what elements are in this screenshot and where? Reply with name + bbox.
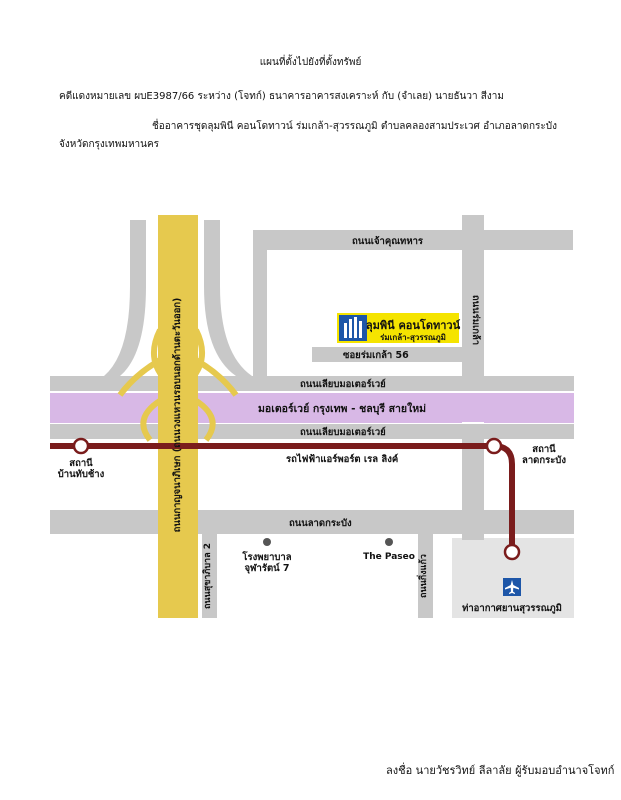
label-ladkrabang: ถนนลาดกระบัง	[289, 518, 352, 529]
airplane-icon	[503, 578, 521, 596]
station-lat-krabang-marker	[487, 439, 501, 453]
signature-line: ลงชื่อ นายวัชรวิทย์ ลีลาลัย ผู้รับมอบอำนาจโจทก์	[386, 764, 615, 777]
property-location-line: ชื่ออาคารชุดลุมพินี คอนโดทาวน์ ร่มเกล้า-สุวรรณภูมิ ตำบลคลองสามประเวศ อำเภอลาดกระบัง	[152, 121, 557, 132]
station-airport-marker	[505, 545, 519, 559]
document-title: แผนที่ตั้งไปยังที่ตั้งทรัพย์	[259, 57, 362, 68]
ramp-east-grey	[204, 220, 252, 376]
label-frontage-bottom: ถนนเลียบมอเตอร์เวย์	[300, 427, 386, 438]
label-outer-ring: ถนนกาญจนาภิเษก (ถนนวงแหวนรอบนอกด้านตะวันออก)	[172, 297, 183, 533]
rail-link-line	[50, 446, 512, 552]
case-number-line: คดีแดงหมายเลข ผบE3987/66 ระหว่าง (โจทก์) ธนาคารอาคารสงเคราะห์ กับ (จำเลย) นายธันวา สีงาม	[59, 91, 504, 102]
province-line: จังหวัดกรุงเทพมหานคร	[59, 139, 160, 150]
logo-line2: ร่มเกล้า-สุวรรณภูมิ	[380, 333, 446, 342]
lumpini-logo	[337, 313, 461, 343]
label-kingkaew: ถนนกิ่งแก้ว	[419, 554, 429, 598]
logo-line1: ลุมพินี คอนโดทาวน์	[365, 319, 461, 332]
ramp-west-grey	[104, 220, 146, 376]
station-ban-thap-chang-line1: สถานี	[69, 458, 93, 469]
label-airport-rail-link: รถไฟฟ้าแอร์พอร์ต เรล ลิงค์	[286, 454, 399, 465]
road-left-connector	[253, 230, 267, 376]
label-frontage-top: ถนนเลียบมอเตอร์เวย์	[300, 379, 386, 390]
label-romklao: ถนนร่มเกล้า	[470, 294, 481, 346]
bridge-mark-bottom	[462, 422, 484, 424]
airport-label: ท่าอากาศยานสุวรรณภูมิ	[462, 603, 562, 614]
paseo-marker	[385, 538, 393, 546]
label-motorway: มอเตอร์เวย์ กรุงเทพ - ชลบุรี สายใหม่	[258, 403, 427, 415]
station-lat-krabang-line1: สถานี	[532, 444, 556, 455]
station-ban-thap-chang-marker	[74, 439, 88, 453]
label-chaokhunthahan: ถนนเจ้าคุณทหาร	[352, 236, 424, 247]
hospital-label-line2: จุฬารัตน์ 7	[244, 563, 290, 574]
hospital-marker	[263, 538, 271, 546]
bridge-mark-top	[462, 391, 484, 393]
paseo-label: The Paseo	[363, 552, 415, 562]
station-ban-thap-chang-line2: บ้านทับช้าง	[57, 469, 105, 480]
label-soi-romklao-56: ซอยร่มเกล้า 56	[343, 350, 409, 361]
station-lat-krabang-line2: ลาดกระบัง	[522, 455, 566, 466]
label-sukhaphiban2: ถนนสุขาภิบาล 2	[203, 542, 213, 610]
hospital-label-line1: โรงพยาบาล	[242, 552, 292, 563]
